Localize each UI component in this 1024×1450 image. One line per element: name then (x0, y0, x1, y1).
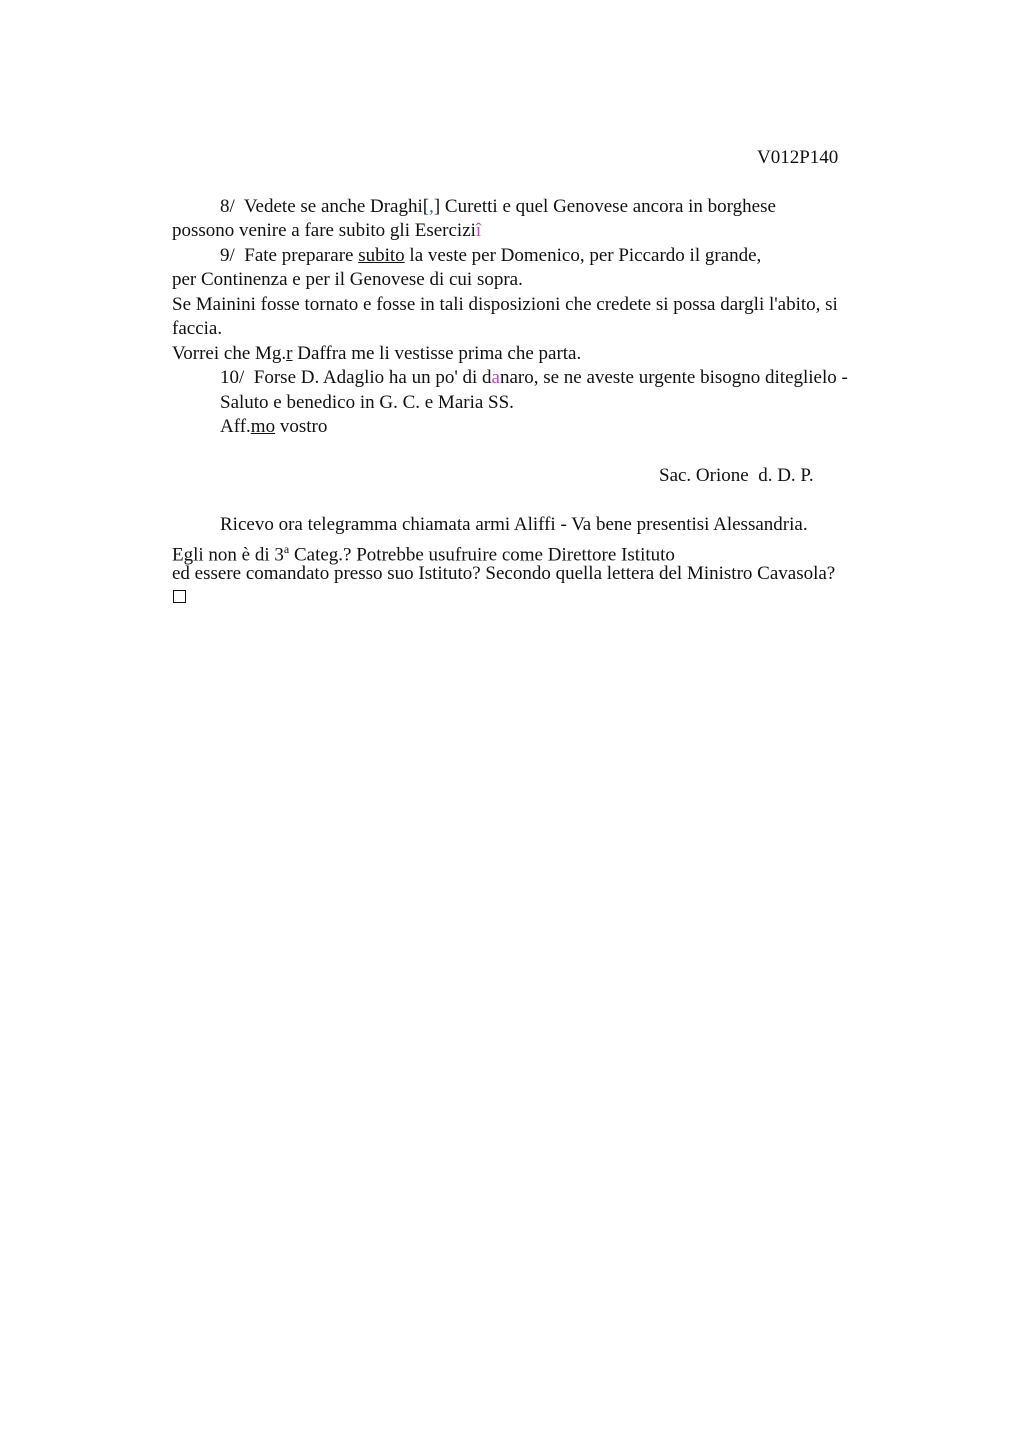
closing-aff-text: Aff. (220, 416, 251, 437)
postscript-line-2 (172, 537, 675, 566)
item-8-text: 8/ Vedete se anche Draghi[ (220, 196, 430, 217)
item-9-line-1 (220, 244, 761, 268)
vorrei-line (172, 342, 581, 366)
vorrei-text-rest: Daffra me li vestisse prima che parta. (292, 343, 582, 364)
postscript-line-2-rest: Categ.? Potrebbe usufruire come Direttore Istituto (289, 544, 675, 566)
end-box-icon (173, 590, 186, 603)
item-10-line (220, 366, 848, 390)
document-id: V012P140 (757, 147, 839, 168)
closing-aff-rest: vostro (275, 416, 328, 437)
closing-aff-underlined: mo (250, 416, 276, 437)
item-8-inserted-comma: , (429, 196, 434, 217)
item-9-text: 9/ Fate preparare (220, 245, 359, 266)
postscript-superscript: a (283, 542, 290, 556)
closing-saluto: Saluto e benedico in G. C. e Maria SS. (220, 392, 514, 413)
item-9-text-rest: la veste per Domenico, per Piccardo il grande, (404, 245, 762, 266)
item-8-line-2 (172, 219, 481, 243)
item-10-text-rest: naro, se ne aveste urgente bisogno diteglielo - (499, 367, 848, 388)
item-8-text-rest: ] Curetti e quel Genovese ancora in borghese (433, 196, 776, 217)
vorrei-underlined-letter: r (286, 343, 293, 364)
item-9-line-2: per Continenza e per il Genovese di cui sopra. (172, 269, 523, 290)
signature: Sac. Orione d. D. P. (659, 465, 814, 486)
mainini-line-2: faccia. (172, 318, 223, 339)
mainini-line-1: Se Mainini fosse tornato e fosse in tali disposizioni che credete si possa dargli l'abito, si (172, 294, 838, 315)
postscript-line-3: ed essere comandato presso suo Istituto? Secondo quella lettera del Ministro Cavasola? (172, 563, 836, 584)
postscript-line-2-text: Egli non è di 3 (172, 544, 284, 566)
item-9-underlined-word: subito (358, 245, 405, 266)
closing-affmo (220, 415, 327, 439)
postscript-line-1: Ricevo ora telegramma chiamata armi Aliffi - Va bene presentisi Alessandria. (220, 514, 808, 535)
item-10-correction-mark: a (491, 367, 500, 388)
item-8-line-2-text: possono venire a fare subito gli Esercizi (172, 220, 476, 241)
item-10-text: 10/ Forse D. Adaglio ha un po' di d (220, 367, 492, 388)
item-8-correction-mark: î (475, 220, 482, 241)
item-8-line-1 (220, 195, 776, 219)
vorrei-text: Vorrei che Mg. (172, 343, 287, 364)
